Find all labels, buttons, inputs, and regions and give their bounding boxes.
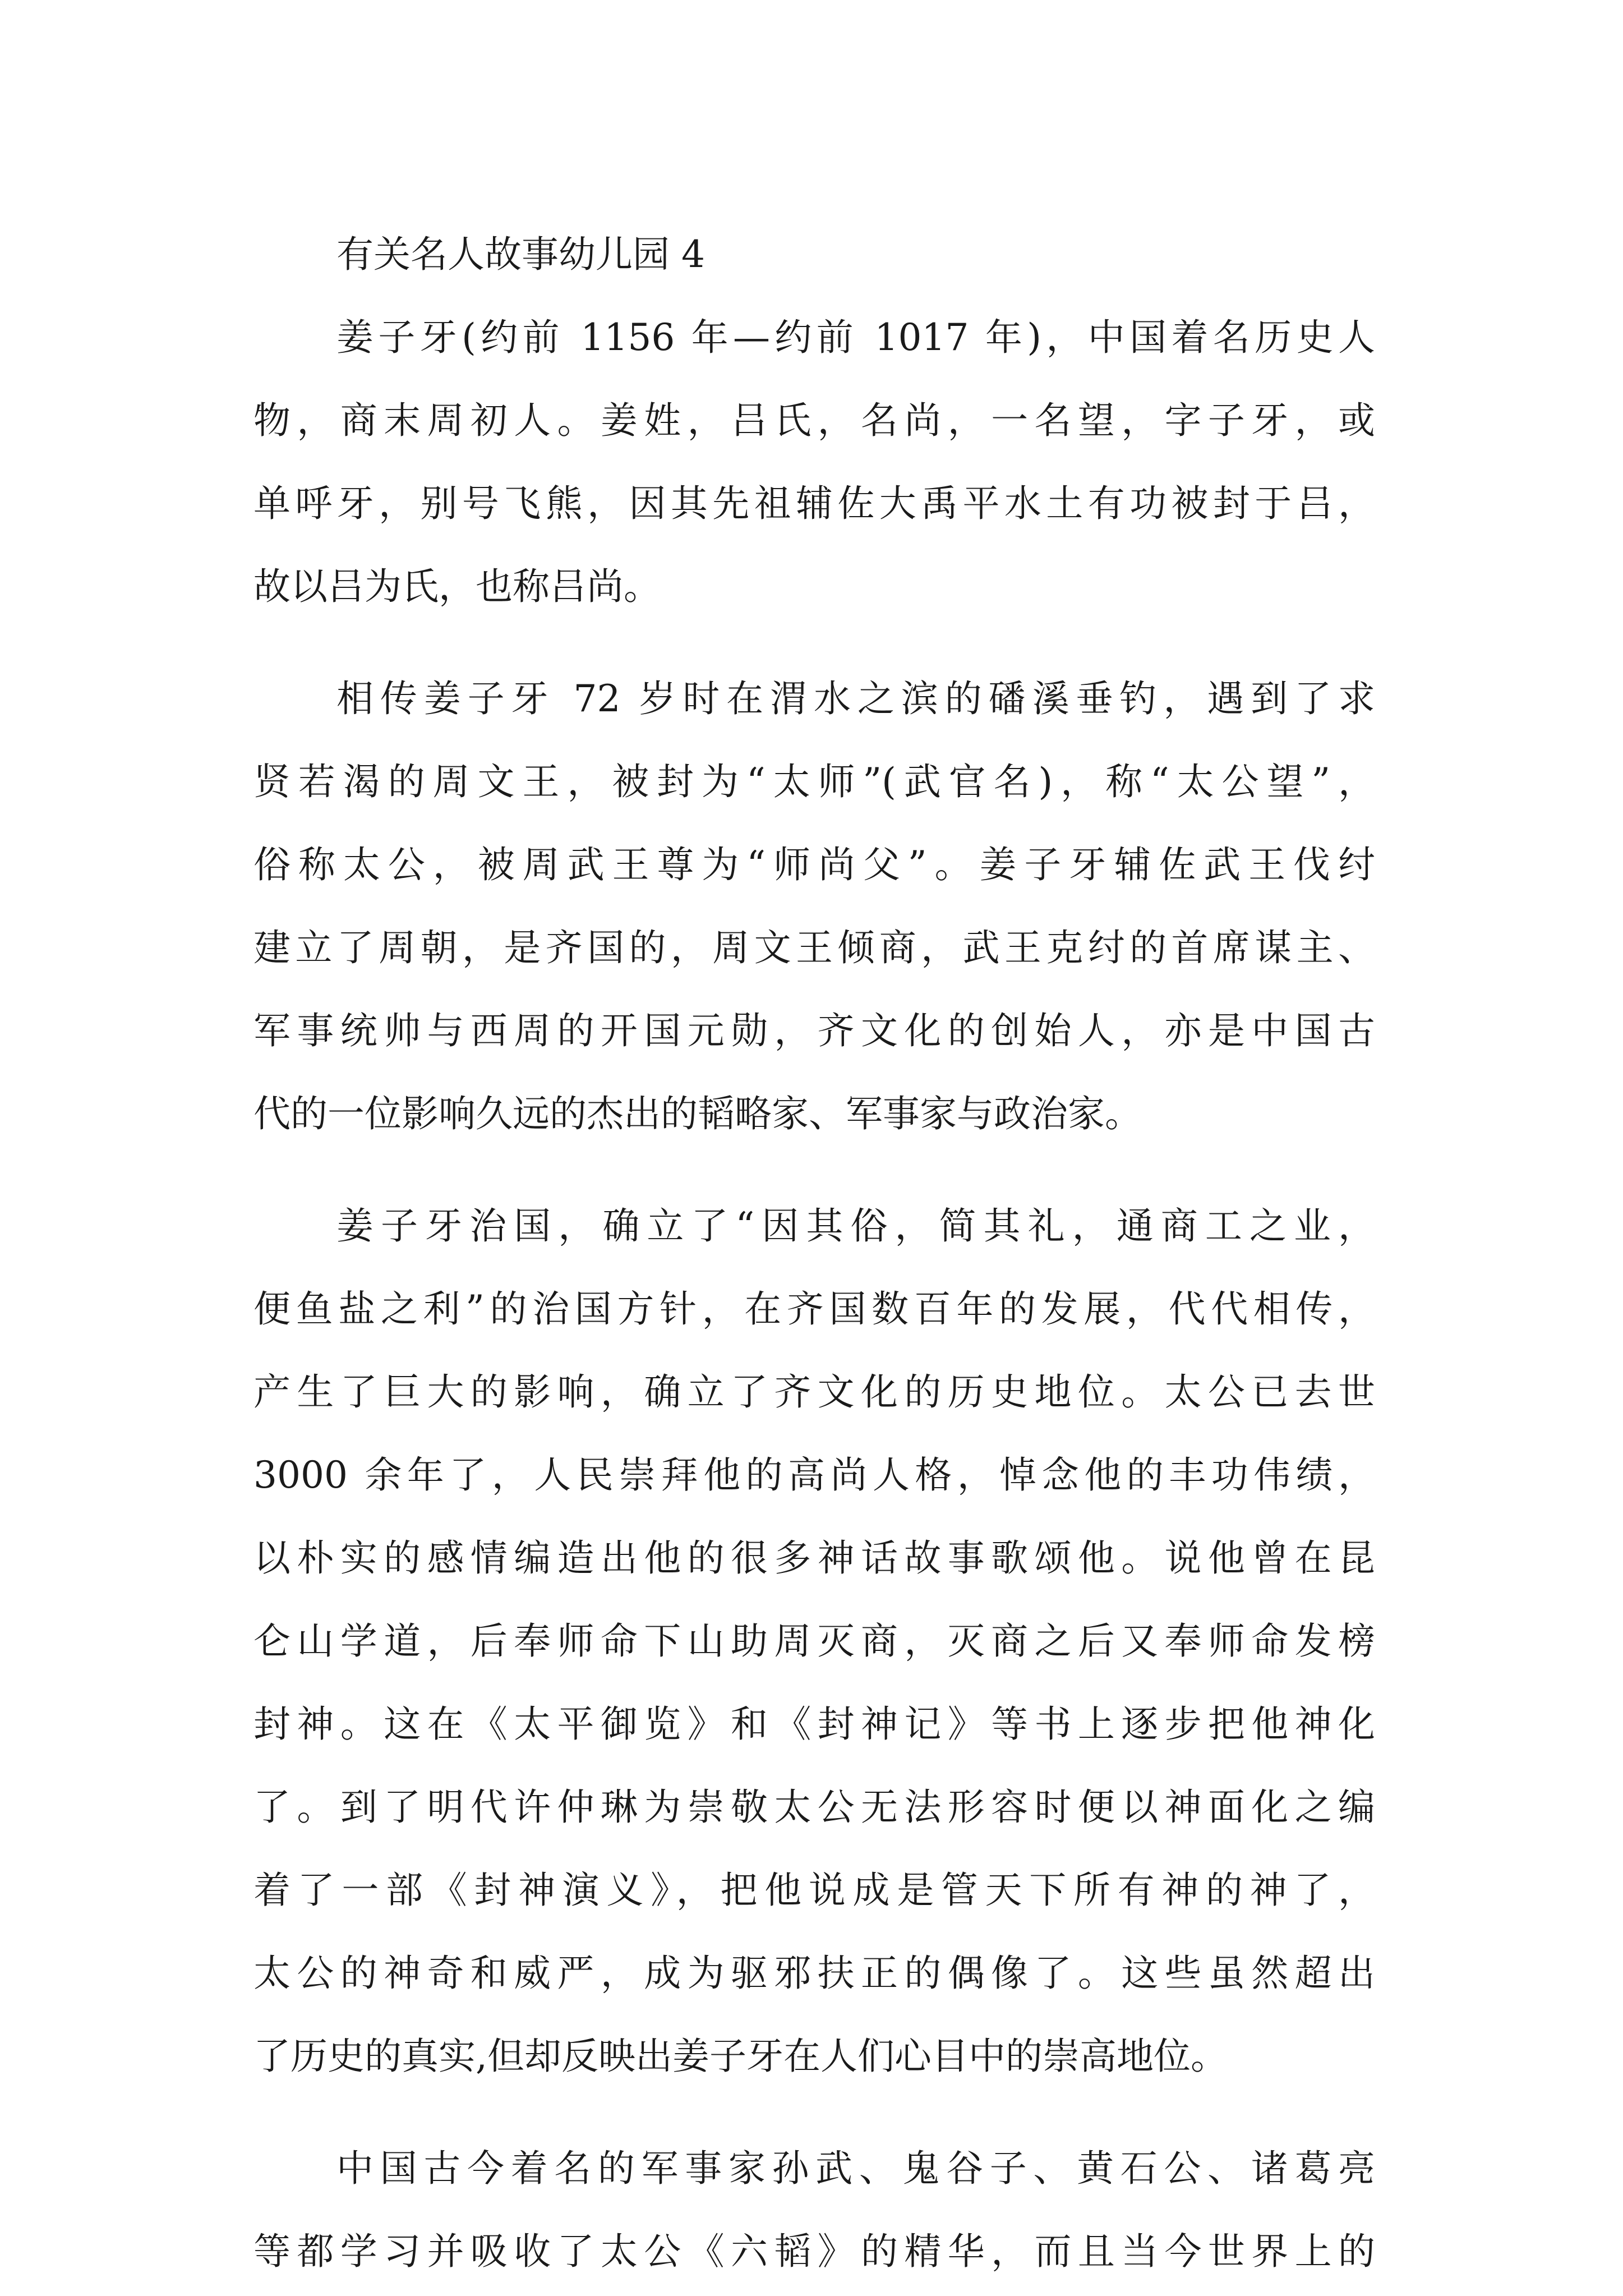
paragraph-1 xyxy=(253,296,1375,628)
paragraph-4 xyxy=(253,2127,1375,2293)
paragraph-line: 相传姜子牙 72 岁时在渭水之滨的磻溪垂钓，遇到了求 xyxy=(336,677,1375,720)
paragraph-line: 了历史的真实,但却反映出姜子牙在人们心目中的崇高地位。 xyxy=(253,2035,1228,2078)
paragraph-line: 俗称太公，被周武王尊为“师尚父”。姜子牙辅佐武王伐纣 xyxy=(253,843,1375,886)
paragraph-3 xyxy=(253,1185,1375,2098)
paragraph-line: 贤若渴的周文王，被封为“太师”(武官名)，称“太公望”， xyxy=(253,760,1375,803)
paragraph-line: 单呼牙，别号飞熊，因其先祖辅佐大禹平水土有功被封于吕， xyxy=(253,482,1375,525)
paragraph-2 xyxy=(253,657,1375,1156)
paragraph-line: 太公的神奇和威严，成为驱邪扶正的偶像了。这些虽然超出 xyxy=(253,1952,1375,1995)
paragraph-line: 代的一位影响久远的杰出的韬略家、军事家与政治家。 xyxy=(253,1092,1142,1135)
paragraph-line: 封神。这在《太平御览》和《封神记》等书上逐步把他神化 xyxy=(253,1703,1375,1746)
paragraph-line: 军事统帅与西周的开国元勋，齐文化的创始人，亦是中国古 xyxy=(253,1009,1375,1052)
paragraph-line: 故以吕为氏，也称吕尚。 xyxy=(253,565,661,608)
document-body xyxy=(253,213,1375,2293)
paragraph-line: 建立了周朝，是齐国的，周文王倾商，武王克纣的首席谋主、 xyxy=(253,926,1375,969)
paragraph-line: 中国古今着名的军事家孙武、鬼谷子、黄石公、诸葛亮 xyxy=(336,2147,1375,2190)
paragraph-line: 3000 余年了，人民崇拜他的高尚人格，悼念他的丰功伟绩， xyxy=(253,1453,1375,1497)
paragraph-line: 以朴实的感情编造出他的很多神话故事歌颂他。说他曾在昆 xyxy=(253,1536,1375,1580)
paragraph-line: 仑山学道，后奉师命下山助周灭商，灭商之后又奉师命发榜 xyxy=(253,1619,1375,1663)
paragraph-line: 了。到了明代许仲琳为崇敬太公无法形容时便以神面化之编 xyxy=(253,1786,1375,1829)
paragraph-line: 等都学习并吸收了太公《六韬》的精华，而且当今世界上的 xyxy=(253,2230,1375,2273)
paragraph-line: 物，商末周初人。姜姓，吕氏，名尚，一名望，字子牙，或 xyxy=(253,399,1375,442)
paragraph-line: 着了一部《封神演义》，把他说成是管天下所有神的神了， xyxy=(253,1869,1375,1912)
paragraph-line: 姜子牙治国，确立了“因其俗，简其礼，通商工之业， xyxy=(336,1204,1375,1248)
document-title: 有关名人故事幼儿园 4 xyxy=(336,233,705,276)
paragraph-line: 产生了巨大的影响，确立了齐文化的历史地位。太公已去世 xyxy=(253,1370,1375,1414)
paragraph-line: 姜子牙(约前 1156 年—约前 1017 年)，中国着名历史人 xyxy=(336,316,1375,359)
paragraph-line: 便鱼盐之利”的治国方针，在齐国数百年的发展，代代相传， xyxy=(253,1287,1375,1331)
